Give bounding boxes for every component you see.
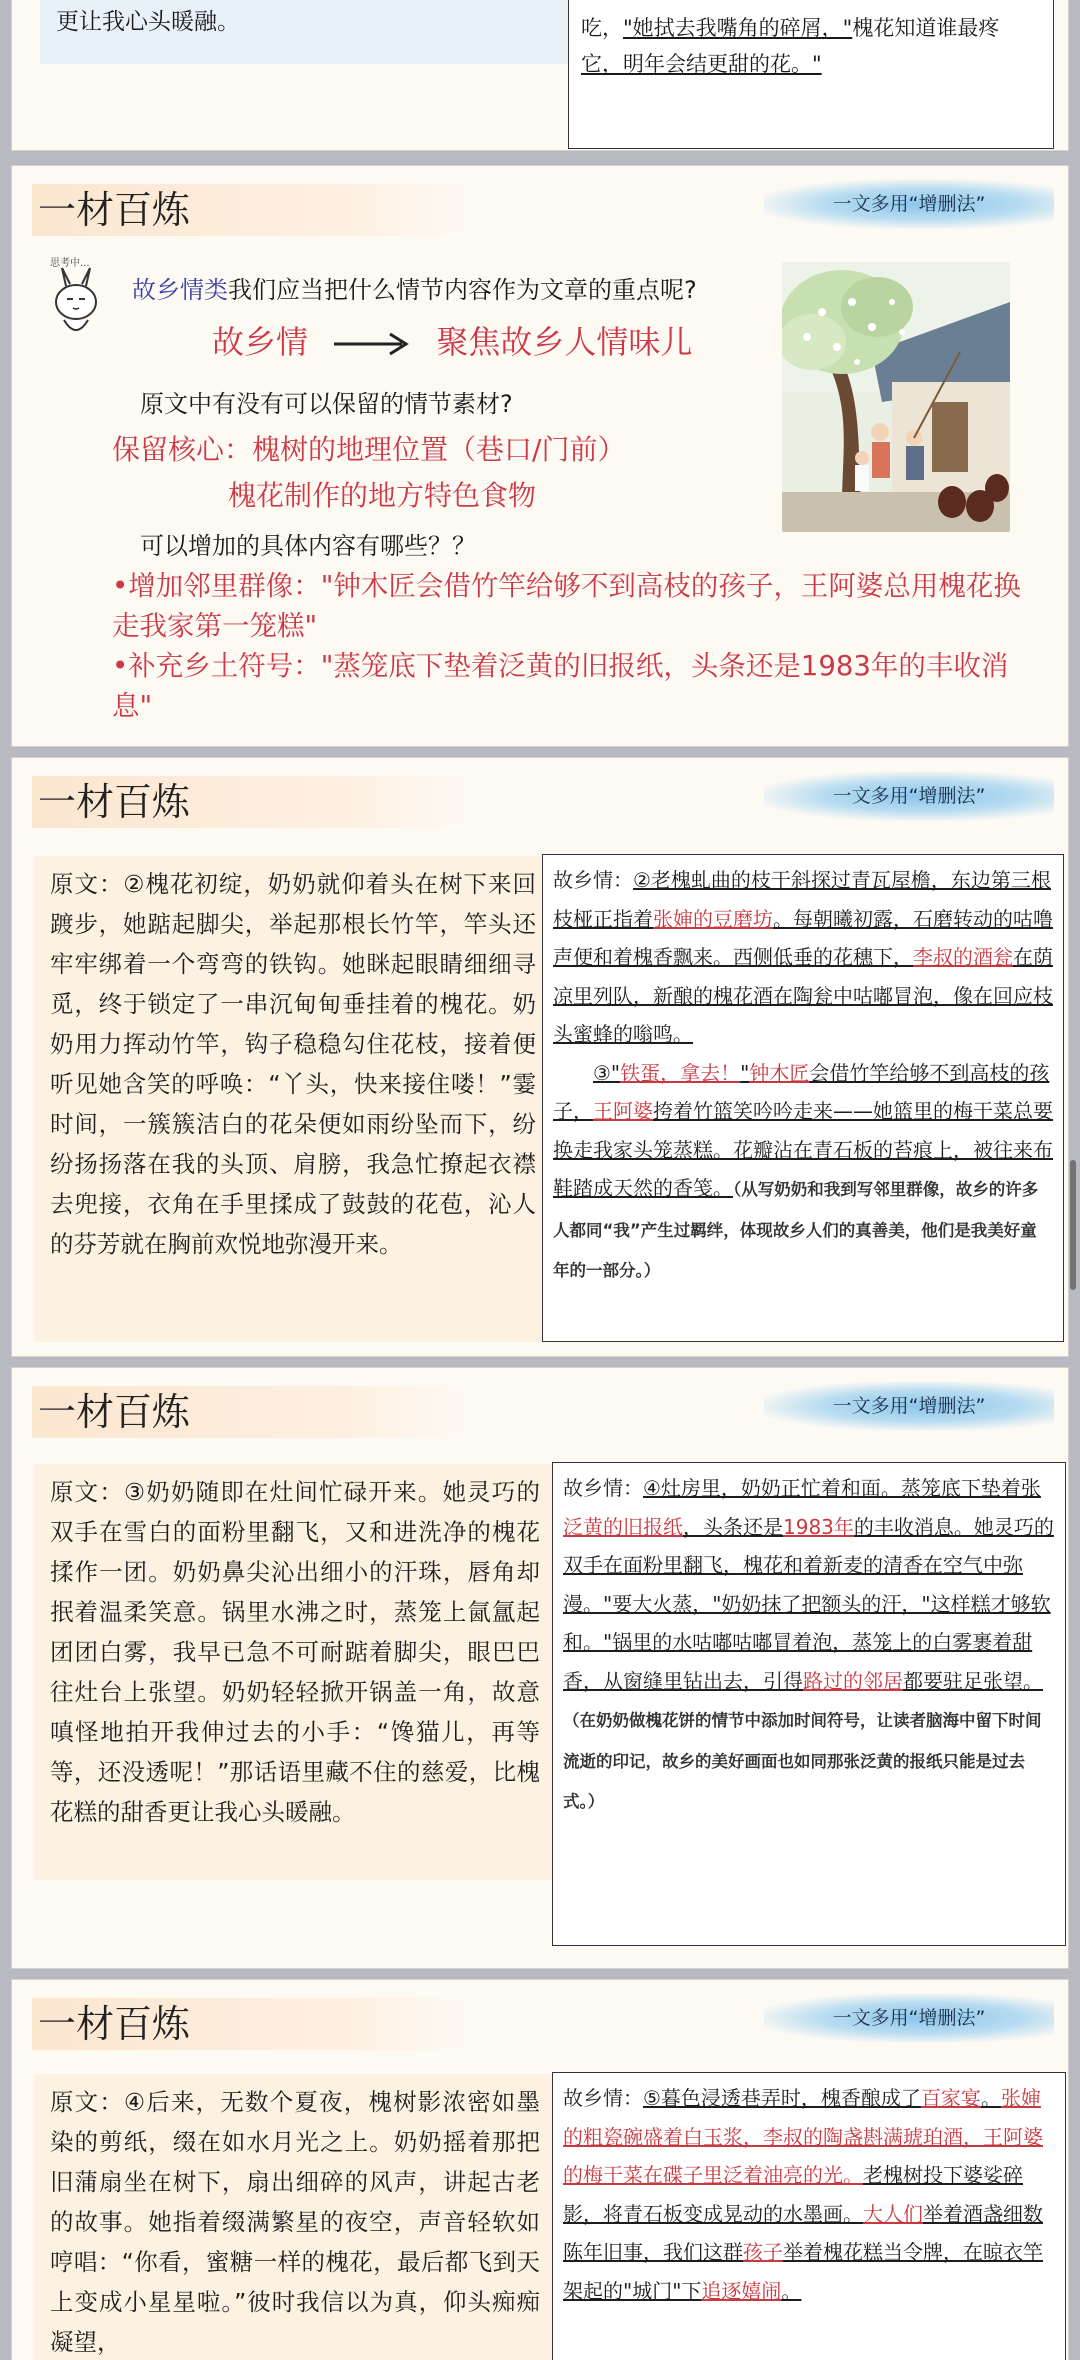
revised-highlight: 孩子 [743, 2240, 783, 2264]
revised-text: 的丰收消息。她灵巧的双手在面粉里翻飞，槐花和着新麦的清香在空气中弥漫。"要大火蒸，"奶奶抹了把额头的汗，"这样糕才够软和。"锅里的水咕嘟咕嘟冒着泡，蒸笼上的白雾裹着甜香，从窗缝里钻出去，引得 [563, 1514, 1054, 1693]
keep-item-2: 槐花制作的地方特色食物 [228, 479, 537, 512]
keep-label: 保留核心： [112, 433, 253, 466]
bullet-1: •增加邻里群像："钟木匠会借竹竿给够不到高枝的孩子，王阿婆总用槐花换走我家第一笼糕" [112, 570, 1021, 642]
top-left-text: 更让我心头暖融。 [56, 9, 240, 35]
revised-text: 举着酒盏细数陈年旧事，我们这群 [563, 2201, 1043, 2264]
top-right-text-a: 吃， [581, 16, 623, 40]
question-text: 我们应当把什么情节内容作为文章的重点呢? [228, 276, 697, 304]
slide-section-3 [12, 1368, 1068, 1968]
revised-label: 故乡情： [563, 1476, 643, 1500]
revised-label: 故乡情： [563, 2086, 643, 2110]
top-slide-fragment [12, 0, 1068, 150]
scrollbar-thumb[interactable] [1070, 1160, 1076, 1290]
thinking-rabbit-icon [46, 254, 116, 344]
question2: 原文中有没有可以保留的情节素材? [140, 390, 513, 418]
revised-highlight: 王阿婆 [593, 1099, 653, 1123]
slide-title: 一材百炼 [32, 1998, 478, 2050]
revised-note: （在奶奶做槐花饼的情节中添加时间符号，让读者脑海中留下时间流逝的印记，故乡的美好画面也如同那张泛黄的报纸只能是过去式。） [563, 1711, 1042, 1811]
revised-label: 故乡情： [553, 868, 633, 892]
slide-tag: 一文多用“增删法” [764, 772, 1054, 820]
arrow-row [212, 318, 692, 366]
revised-highlight: 大人们 [863, 2201, 923, 2226]
top-left-box [40, 0, 568, 64]
revised-highlight: 铁蛋，拿去！ [620, 1060, 741, 1085]
revised-text: " [740, 1060, 750, 1085]
revised-note: （从写奶奶和我到写邻里群像，故乡的许多人都同“我”产生过羁绊，体现故乡人们的真善美，他们是我美好童年的一部分。） [553, 1180, 1039, 1280]
question-line [132, 270, 697, 310]
slide-section-2 [12, 758, 1068, 1356]
slide-tag: 一文多用“增删法” [764, 180, 1054, 228]
slide-outline [12, 166, 1068, 746]
revised-text: 都要驻足张望。 [903, 1668, 1043, 1693]
arrow-right-text: 聚焦故乡人情味儿 [436, 323, 693, 361]
revised-highlight: 李叔的酒瓮 [913, 945, 1013, 969]
question-highlight: 故乡情类 [132, 276, 228, 304]
revised-text: 挎着竹篮笑吟吟走来——她篮里的梅干菜总要换走我家头笼蒸糕。花瓣沾在青石板的苔痕上，被往来布鞋踏成天然的香笺。 [553, 1099, 1053, 1200]
slide-tag: 一文多用“增删法” [764, 1382, 1054, 1430]
revised-highlight: 百家宴 [920, 2086, 981, 2110]
revised-text: 在荫凉里列队，新酿的槐花酒在陶瓮中咕嘟冒泡，像在回应枝头蜜蜂的嗡鸣。 [553, 945, 1053, 1046]
revised-text-box [542, 854, 1064, 1342]
revised-text: 会借竹竿给够不到高枝的孩子， [553, 1060, 1050, 1123]
revised-para-2 [553, 1054, 1053, 1291]
revised-para-1 [553, 861, 1053, 1054]
revised-text: 老槐树投下婆娑碎影，将青石板变成晃动的水墨画。 [563, 2163, 1023, 2226]
slide-title: 一材百炼 [32, 776, 478, 828]
top-right-line1 [581, 10, 1041, 46]
revised-text: ③" [593, 1060, 621, 1085]
revised-text: ，头条还是 [683, 1514, 783, 1539]
original-text-box: 原文：③奶奶随即在灶间忙碌开来。她灵巧的双手在雪白的面粉里翻飞，又和进洗净的槐花揉作一团。奶奶鼻尖沁出细小的汗珠，唇角却抿着温柔笑意。锅里水沸之时，蒸笼上氤氲起团团白雾，我早已急不可耐踮着脚尖，眼巴巴往灶台上张望。奶奶轻轻掀开锅盖一角，故意嗔怪地拍开我伸过去的小手：“馋猫儿，再等等，还没透呢！”那话语里藏不住的慈爱，比槐花糕的甜香更让我心头暖融。 [34, 1464, 554, 1880]
revised-text-box [552, 2072, 1066, 2360]
revised-highlight: 追逐嬉闹 [701, 2278, 782, 2303]
revised-text-box [552, 1462, 1066, 1946]
keep-line1 [112, 428, 625, 472]
revised-text: ⑤暮色浸透巷弄时，槐香酿成了 [643, 2086, 921, 2110]
question3: 可以增加的具体内容有哪些？？ [140, 532, 476, 560]
revised-text: 。每朝曦初露，石磨转动的咕噜声便和着槐香飘来。西侧低垂的花穗下， [553, 906, 1053, 969]
revised-highlight: 张婶的粗瓷碗盛着白玉浆，李叔的陶盏斟满琥珀酒，王阿婆的梅干菜在碟子里泛着油亮的光。 [563, 2086, 1043, 2187]
slide-title: 一材百炼 [32, 1386, 478, 1438]
revised-highlight: 泛黄的旧报纸 [563, 1514, 683, 1539]
village-illustration [782, 262, 1010, 532]
revised-text: 。 [781, 2278, 802, 2303]
revised-highlight: 钟木匠 [749, 1060, 810, 1085]
revised-highlight: 张婶的豆磨坊 [653, 906, 773, 931]
bullet-2: •补充乡土符号："蒸笼底下垫着泛黄的旧报纸，头条还是1983年的丰收消息" [112, 650, 1009, 722]
original-text-box: 原文：④后来，无数个夏夜，槐树影浓密如墨染的剪纸，缀在如水月光之上。奶奶摇着那把旧蒲扇坐在树下，扇出细碎的风声，讲起古老的故事。她指着缀满繁星的夜空，声音轻软如哼唱：“你看，蜜糖一样的槐花，最后都飞到天上变成小星星啦。”彼时我信以为真，仰头痴痴凝望， [34, 2074, 554, 2360]
revised-highlight: 1983年 [783, 1514, 854, 1539]
top-right-line2: 它，明年会结更甜的花。" [581, 52, 822, 76]
top-right-text-c: 槐花知道谁最疼 [852, 16, 1000, 40]
top-right-text-b: "她拭去我嘴角的碎屑，" [623, 16, 853, 40]
arrow-left-text: 故乡情 [212, 323, 309, 361]
slide-section-4 [12, 1980, 1068, 2360]
slide-tag: 一文多用“增删法” [764, 1994, 1054, 2042]
top-right-box [568, 0, 1054, 149]
revised-text: 。 [980, 2086, 1001, 2110]
revised-text: ②老槐虬曲的枝干斜探过青瓦屋檐，东边第三根枝桠正指着 [553, 868, 1051, 931]
revised-highlight: 路过的邻居 [803, 1668, 903, 1693]
thinking-label: 思考中... [50, 258, 90, 269]
revised-text: ④灶房里，奶奶正忙着和面。蒸笼底下垫着张 [643, 1476, 1041, 1500]
right-arrow-icon [332, 329, 412, 359]
keep-item-1: 槐树的地理位置（巷口/门前） [252, 433, 626, 466]
original-text-box: 原文：②槐花初绽，奶奶就仰着头在树下来回踱步，她踮起脚尖，举起那根长竹竿，竿头还牢牢绑着一个弯弯的铁钩。她眯起眼睛细细寻觅，终于锁定了一串沉甸甸垂挂着的槐花。奶奶用力挥动竹竿，钩子稳稳勾住花枝，接着便听见她含笑的呼唤：“丫头，快来接住喽！”霎时间，一簇簇洁白的花朵便如雨纷坠而下，纷纷扬扬落在我的头顶、肩膀，我急忙撩起衣襟去兜接，衣角在手里揉成了鼓鼓的花苞，沁人的芬芳就在胸前欢悦地弥漫开来。 [34, 856, 550, 1342]
revised-text: 举着槐花糕当令牌，在晾衣竿架起的"城门"下 [563, 2240, 1043, 2303]
slide-title: 一材百炼 [32, 184, 478, 236]
